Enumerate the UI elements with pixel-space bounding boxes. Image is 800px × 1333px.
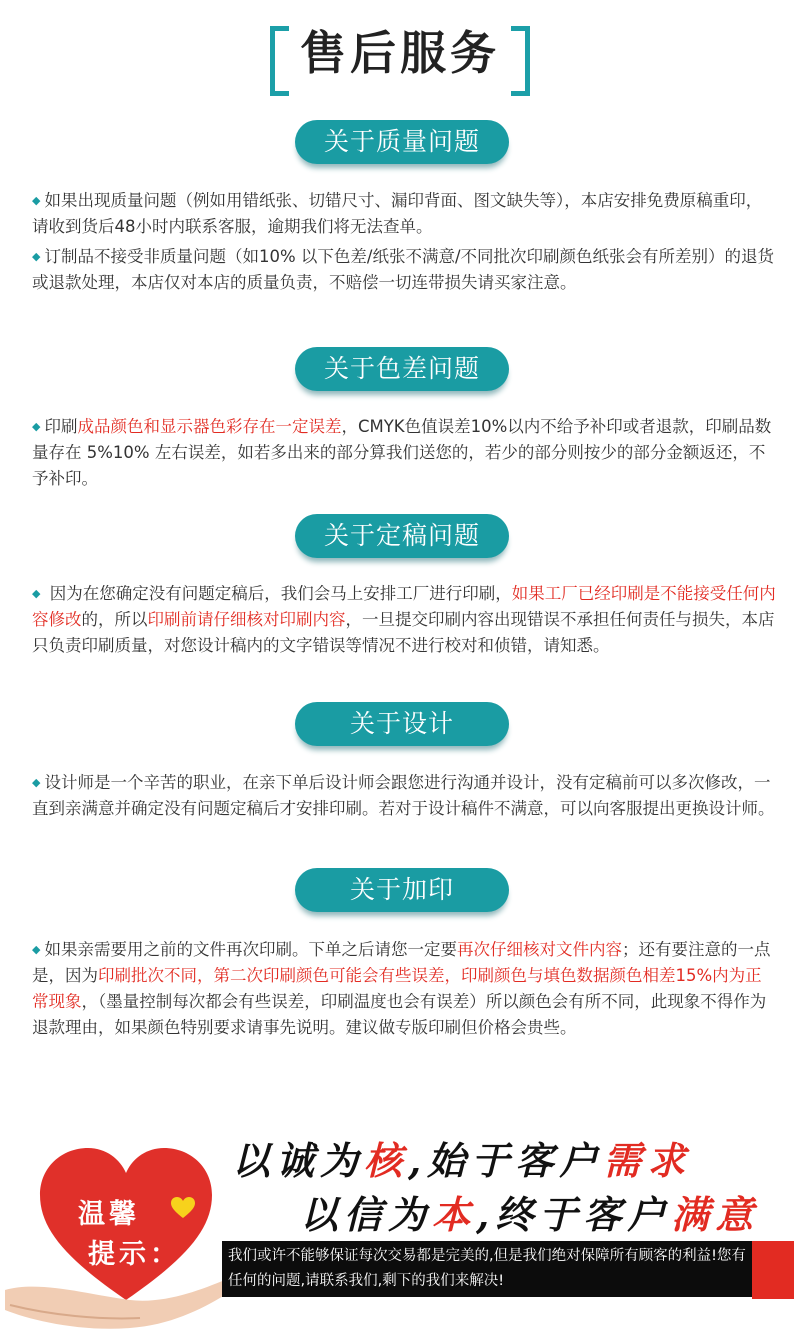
slogan-run-text-2: ,终于客户 — [476, 1192, 672, 1237]
bullet-diamond-icon: ◆ — [32, 776, 41, 789]
para-run-text-4: ，一旦提交印刷内容出现错误不承担任何责任与损失，本店只负责印刷质量，对您设计稿内的文字错误等情况不进行校对和侦错，请知悉。 — [32, 610, 775, 655]
page-title-wrap — [0, 18, 800, 88]
para-run-text-4: ，（墨量控制每次都会有些误差，印刷温度也会有误差）所以颜色会有所不同，此现象不得作为退款理由，如果颜色特别要求请事先说明。建议做专版印刷但价格会贵些。 — [32, 992, 767, 1037]
slogan-run-highlight-1: 核 — [364, 1138, 409, 1183]
para-run-text-0: 如果亲需要用之前的文件再次印刷。下单之后请您一定要 — [44, 940, 457, 959]
para-run-highlight-1: 如果工厂已经印刷是不能接受任何内容修改 — [32, 584, 776, 629]
para-run-text-2: ；还有要注意的一点是，因为 — [32, 940, 771, 985]
slogan-run-text-2: ,始于客户 — [408, 1138, 604, 1183]
section-heading-finalize: 关于定稿问题 — [295, 514, 509, 558]
para-run-highlight-1: 成品颜色和显示器色彩存在一定误差 — [77, 417, 342, 436]
para-run-highlight-3: 印刷批次不同，第二次印刷颜色可能会有些误差，印刷颜色与填色数据颜色相差15%内为正常现象 — [32, 966, 762, 1011]
hands-icon — [0, 1260, 230, 1333]
slogan-run-highlight-3: 需求 — [603, 1138, 692, 1183]
section-design-para-1 — [32, 770, 777, 822]
page-title-text: 售后服务 — [300, 26, 500, 80]
section-heading-reprint: 关于加印 — [295, 868, 509, 912]
bullet-diamond-icon: ◆ — [32, 587, 41, 600]
para-run-text-0: 订制品不接受非质量问题（如10% 以下色差/纸张不满意/不同批次印刷颜色纸张会有所差别）的退货或退款处理，本店仅对本店的质量负责，不赔偿一切连带损失请买家注意。 — [32, 247, 775, 292]
heart-text-line2: 提示： — [88, 1239, 181, 1270]
para-run-text-0: 设计师是一个辛苦的职业，在亲下单后设计师会跟您进行沟通并设计，没有定稿前可以多次修改，一直到亲满意并确定没有问题定稿后才安排印刷。若对于设计稿件不满意，可以向客服提出更换设计师。 — [32, 773, 775, 818]
warm-tip-footer — [0, 1120, 800, 1333]
slogan-run-text-0: 以诚为 — [232, 1138, 365, 1183]
bullet-diamond-icon: ◆ — [32, 250, 41, 263]
slogan-run-text-0: 以信为 — [300, 1192, 433, 1237]
slogan-run-highlight-3: 满意 — [671, 1192, 760, 1237]
section-finalize-para-1 — [32, 581, 777, 659]
para-run-text-0: 印刷 — [44, 417, 78, 436]
para-run-text-0: 如果出现质量问题（例如用错纸张、切错尺寸、漏印背面、图文缺失等），本店安排免费原稿重印，请收到货后48小时内联系客服，逾期我们将无法查单。 — [32, 191, 763, 236]
notice-red-bar — [752, 1241, 794, 1299]
slogan-line-1 — [232, 1130, 691, 1185]
section-quality-para-1 — [32, 188, 777, 240]
slogan-run-highlight-1: 本 — [432, 1192, 477, 1237]
section-heading-design: 关于设计 — [295, 702, 509, 746]
small-yellow-heart-icon — [170, 1196, 196, 1220]
section-heading-quality: 关于质量问题 — [295, 120, 509, 164]
bullet-diamond-icon: ◆ — [32, 420, 41, 433]
right-bracket — [511, 26, 530, 96]
left-bracket — [270, 26, 289, 96]
para-run-text-2: 的，所以 — [81, 610, 148, 629]
notice-box: 我们或许不能够保证每次交易都是完美的,但是我们绝对保障所有顾客的利益!您有任何的问题,请联系我们,剩下的我们来解决! — [222, 1241, 764, 1297]
para-run-highlight-1: 再次仔细核对文件内容 — [456, 940, 622, 959]
para-run-highlight-3: 印刷前请仔细核对印刷内容 — [147, 610, 346, 629]
slogan-line-2 — [300, 1184, 759, 1239]
section-heading-color: 关于色差问题 — [295, 347, 509, 391]
bullet-diamond-icon: ◆ — [32, 194, 41, 207]
heart-text-line1: 温馨 — [78, 1199, 140, 1230]
section-reprint-para-1 — [32, 937, 777, 1041]
bullet-diamond-icon: ◆ — [32, 943, 41, 956]
para-run-text-0: 因为在您确定没有问题定稿后，我们会马上安排工厂进行印刷， — [44, 584, 512, 603]
page-title — [270, 18, 530, 88]
section-quality-para-2 — [32, 244, 777, 296]
para-run-text-2: ，CMYK色值误差10%以内不给予补印或者退款，印刷品数量存在 5%10% 左右误差，如若多出来的部分算我们送您的，若少的部分则按少的部分金额返还，不予补印。 — [32, 417, 772, 488]
section-color-para-1 — [32, 414, 777, 492]
